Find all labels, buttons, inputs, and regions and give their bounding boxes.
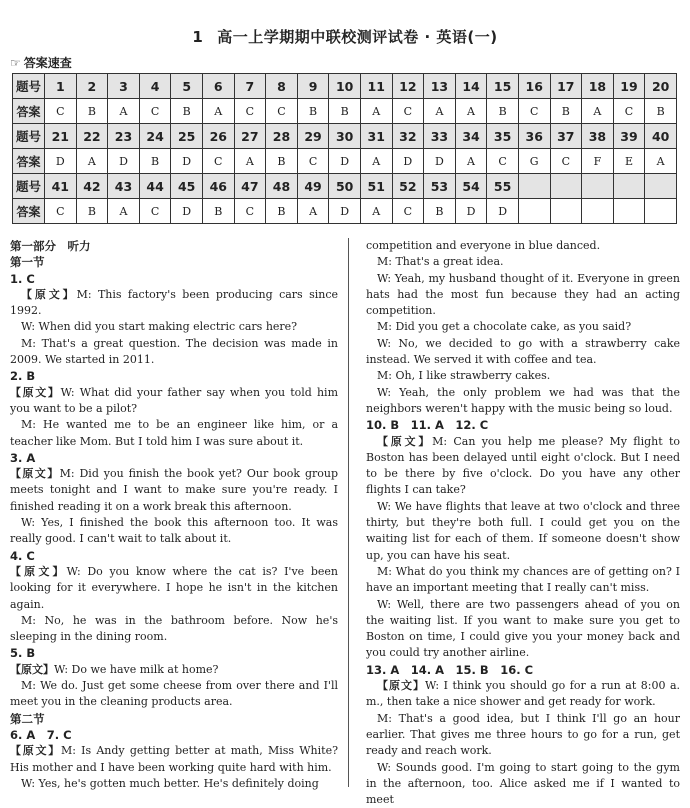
question-number-cell: 17 [550, 74, 582, 99]
question-number-cell: 1 [45, 74, 77, 99]
answer-cell: B [171, 99, 203, 124]
question-number-row [13, 174, 677, 199]
transcript-paragraph [10, 287, 338, 320]
question-answer-heading: 2. B [10, 368, 338, 384]
transcript-text: M: What do you think my chances are of getting on? I have an important meeting that I really can't miss. [366, 565, 680, 594]
answer-cell: D [171, 199, 203, 224]
answer-cell: D [329, 199, 361, 224]
question-number-cell: 20 [645, 74, 677, 99]
answer-cell: A [360, 199, 392, 224]
question-number-cell: 28 [266, 124, 298, 149]
transcript-text: W: Do you know where the cat is? I've been looking for it everywhere. I hope he isn't in the kitchen again. [10, 565, 338, 611]
transcript-text: W: No, we decided to go with a strawberry cake instead. We served it with coffee and tea. [366, 337, 680, 366]
section-heading: 第二节 [10, 711, 338, 727]
answer-row [13, 99, 677, 124]
answer-cell: C [297, 149, 329, 174]
question-number-cell: 4 [139, 74, 171, 99]
question-number-cell: 29 [297, 124, 329, 149]
answer-cell: B [297, 99, 329, 124]
transcript-tag: 【原文】 [21, 288, 77, 301]
answer-cell: A [360, 99, 392, 124]
answer-cell: D [424, 149, 456, 174]
question-number-cell: 53 [424, 174, 456, 199]
answer-cell: C [613, 99, 645, 124]
question-number-cell: 37 [550, 124, 582, 149]
question-number-header: 题号 [13, 174, 45, 199]
transcript-paragraph [366, 368, 680, 384]
transcript-text: W: Sounds good. I'm going to start going to the gym in the afternoon, too. Alice asked me if I wanted to meet [366, 761, 680, 807]
question-number-cell: 44 [139, 174, 171, 199]
answer-cell [582, 199, 614, 224]
transcript-paragraph [10, 662, 338, 678]
transcript-paragraph [366, 597, 680, 662]
answer-cell: A [582, 99, 614, 124]
question-number-cell: 8 [266, 74, 298, 99]
transcript-paragraph [10, 743, 338, 776]
question-number-cell: 41 [45, 174, 77, 199]
transcript-tag: 【原文】 [10, 386, 61, 399]
question-number-cell: 40 [645, 124, 677, 149]
transcript-paragraph [366, 711, 680, 760]
question-number-cell: 23 [108, 124, 140, 149]
transcript-paragraph [10, 776, 338, 792]
transcript-paragraph [10, 678, 338, 711]
answer-cell: C [234, 99, 266, 124]
answer-cell: A [360, 149, 392, 174]
question-answer-heading: 13. A 14. A 15. B 16. C [366, 662, 680, 678]
question-number-cell: 46 [202, 174, 234, 199]
section-heading: 第一部分 听力 [10, 238, 338, 254]
transcript-text: M: We do. Just get some cheese from over there and I'll meet you in the cleaning products area. [10, 679, 338, 708]
question-number-cell: 47 [234, 174, 266, 199]
answer-cell: B [266, 149, 298, 174]
question-number-cell: 24 [139, 124, 171, 149]
transcript-paragraph [366, 499, 680, 564]
question-answer-heading: 3. A [10, 450, 338, 466]
answer-cell: D [455, 199, 487, 224]
answer-header: 答案 [13, 99, 45, 124]
answer-cell: B [139, 149, 171, 174]
question-number-header: 题号 [13, 124, 45, 149]
question-number-cell: 49 [297, 174, 329, 199]
answer-cell: F [582, 149, 614, 174]
answer-cell: D [329, 149, 361, 174]
answer-cell [550, 199, 582, 224]
question-number-cell: 36 [518, 124, 550, 149]
answer-cell: B [76, 199, 108, 224]
transcript-paragraph [366, 254, 680, 270]
transcript-paragraph [366, 336, 680, 369]
answer-cell: B [76, 99, 108, 124]
answer-header: 答案 [13, 149, 45, 174]
transcript-paragraph [366, 238, 680, 254]
question-number-cell: 15 [487, 74, 519, 99]
transcript-text: W: Do we have milk at home? [54, 663, 218, 676]
question-number-cell: 18 [582, 74, 614, 99]
transcript-text: W: Yes, he's gotten much better. He's definitely doing [21, 777, 319, 790]
answer-cell: A [108, 99, 140, 124]
page-number: 1 [192, 28, 203, 46]
answer-cell: B [487, 99, 519, 124]
question-number-cell: 50 [329, 174, 361, 199]
question-number-cell: 31 [360, 124, 392, 149]
question-answer-heading: 6. A 7. C [10, 727, 338, 743]
answer-cell: B [645, 99, 677, 124]
transcript-paragraph [366, 271, 680, 320]
transcript-text: M: He wanted me to be an engineer like him, or a teacher like Mom. But I told him I was sure about it. [10, 418, 338, 447]
question-number-header: 题号 [13, 74, 45, 99]
transcript-tag: 【原文】 [10, 467, 60, 480]
question-number-cell: 14 [455, 74, 487, 99]
transcript-tag: 【原文】 [377, 435, 432, 448]
answer-cell: D [392, 149, 424, 174]
transcript-paragraph [10, 466, 338, 515]
question-number-cell [550, 174, 582, 199]
answer-cell: A [455, 149, 487, 174]
transcript-text: M: This factory's been producing cars since 1992. [10, 288, 338, 317]
question-number-cell: 12 [392, 74, 424, 99]
answer-cell: D [171, 149, 203, 174]
answer-cell: C [487, 149, 519, 174]
answer-table [12, 73, 677, 224]
answer-cell: C [392, 99, 424, 124]
transcript-text: W: Yeah, the only problem we had was that the neighbors weren't happy with the music being so loud. [366, 386, 680, 415]
transcript-text: M: Can you help me please? My flight to Boston has been delayed until eight o'clock. But I need to be there by five o'clock. Do you have any other flights I can take? [366, 435, 680, 497]
question-answer-heading: 1. C [10, 271, 338, 287]
answer-cell: B [202, 199, 234, 224]
answer-row [13, 149, 677, 174]
answer-cell [613, 199, 645, 224]
transcript-paragraph [10, 613, 338, 646]
answer-cell: C [550, 149, 582, 174]
question-number-cell: 55 [487, 174, 519, 199]
question-number-cell: 35 [487, 124, 519, 149]
page-title [0, 26, 690, 47]
right-column [366, 238, 680, 808]
question-number-cell: 3 [108, 74, 140, 99]
transcript-tag: 【原文】 [10, 744, 61, 757]
question-number-cell: 54 [455, 174, 487, 199]
answer-cell: D [487, 199, 519, 224]
answer-cell: C [202, 149, 234, 174]
question-number-cell: 39 [613, 124, 645, 149]
question-answer-heading: 10. B 11. A 12. C [366, 417, 680, 433]
answer-cell: A [645, 149, 677, 174]
answer-cell: A [424, 99, 456, 124]
transcript-text: W: Well, there are two passengers ahead of you on the waiting list. If you want to make sure you get to Boston on time, I could give you your money back and you could try another airline. [366, 598, 680, 660]
answer-cell: C [45, 99, 77, 124]
question-number-cell: 48 [266, 174, 298, 199]
transcript-paragraph [366, 678, 680, 711]
question-number-cell: 13 [424, 74, 456, 99]
question-number-cell: 19 [613, 74, 645, 99]
answer-cell: A [455, 99, 487, 124]
answer-cell: A [202, 99, 234, 124]
answer-cell: B [329, 99, 361, 124]
question-number-cell [645, 174, 677, 199]
question-number-cell: 7 [234, 74, 266, 99]
question-number-cell: 2 [76, 74, 108, 99]
transcript-text: M: Is Andy getting better at math, Miss White? His mother and I have been working quite hard with him. [10, 744, 338, 773]
transcript-paragraph [10, 319, 338, 335]
transcript-paragraph [10, 515, 338, 548]
transcript-text: W: Yeah, my husband thought of it. Everyone in green hats had the most fun because they had an acting competition. [366, 272, 680, 318]
question-number-cell: 38 [582, 124, 614, 149]
question-number-cell: 42 [76, 174, 108, 199]
answer-cell: A [76, 149, 108, 174]
transcript-paragraph [366, 434, 680, 499]
question-number-cell: 9 [297, 74, 329, 99]
transcript-tag: 【原文】 [377, 679, 425, 692]
answer-cell: C [518, 99, 550, 124]
quick-answer-label [10, 54, 72, 71]
question-number-cell [582, 174, 614, 199]
answer-row [13, 199, 677, 224]
question-number-cell [518, 174, 550, 199]
transcript-text: W: When did you start making electric cars here? [21, 320, 297, 333]
question-number-cell: 27 [234, 124, 266, 149]
transcript-paragraph [10, 417, 338, 450]
question-number-cell: 43 [108, 174, 140, 199]
answer-cell: E [613, 149, 645, 174]
answer-cell: C [139, 99, 171, 124]
answer-cell [518, 199, 550, 224]
transcript-paragraph [366, 760, 680, 808]
question-number-cell [613, 174, 645, 199]
transcript-text: W: Yes, I finished the book this afternoon too. It was really good. I can't wait to talk about it. [10, 516, 338, 545]
transcript-paragraph [366, 564, 680, 597]
answer-cell: C [266, 99, 298, 124]
transcript-paragraph [366, 319, 680, 335]
answer-header: 答案 [13, 199, 45, 224]
question-number-cell: 51 [360, 174, 392, 199]
answer-cell: A [297, 199, 329, 224]
question-number-cell: 5 [171, 74, 203, 99]
question-number-cell: 25 [171, 124, 203, 149]
transcript-text: M: That's a great question. The decision was made in 2009. We started in 2011. [10, 337, 338, 366]
answer-cell: A [234, 149, 266, 174]
question-number-cell: 11 [360, 74, 392, 99]
question-answer-heading: 5. B [10, 645, 338, 661]
question-number-cell: 30 [329, 124, 361, 149]
transcript-paragraph [10, 564, 338, 613]
answer-cell: D [45, 149, 77, 174]
transcript-text: M: Did you finish the book yet? Our book group meets tonight and I want to make sure you're ready. I finished reading it on a work break this afternoon. [10, 467, 338, 513]
answer-cell: C [139, 199, 171, 224]
section-heading: 第一节 [10, 254, 338, 270]
question-number-cell: 33 [424, 124, 456, 149]
transcript-paragraph [366, 385, 680, 418]
answer-cell: D [108, 149, 140, 174]
transcript-text: M: Oh, I like strawberry cakes. [377, 369, 550, 382]
answer-cell: B [266, 199, 298, 224]
page-title-text: 高一上学期期中联校测评试卷 · 英语(一) [217, 28, 497, 46]
pointing-hand-icon: ☞ [10, 56, 21, 70]
question-number-cell: 52 [392, 174, 424, 199]
transcript-paragraph [10, 385, 338, 418]
answer-cell [645, 199, 677, 224]
transcript-text: W: We have flights that leave at two o'clock and three thirty, but they're both full. I could get you on the waiting list for each of them. If someone doesn't show up, you can have his seat. [366, 500, 680, 562]
question-number-cell: 22 [76, 124, 108, 149]
question-number-cell: 16 [518, 74, 550, 99]
question-number-cell: 26 [202, 124, 234, 149]
transcript-tag: 【原文】 [10, 663, 54, 676]
transcript-text: M: Did you get a chocolate cake, as you said? [377, 320, 631, 333]
quick-answer-text: 答案速查 [24, 56, 72, 70]
transcript-text: W: I think you should go for a run at 8:00 a. m., then take a nice shower and get ready for work. [366, 679, 680, 708]
question-number-cell: 45 [171, 174, 203, 199]
question-number-row [13, 124, 677, 149]
left-column [10, 238, 338, 792]
transcript-text: M: That's a great idea. [377, 255, 504, 268]
answer-cell: B [550, 99, 582, 124]
transcript-tag: 【原文】 [10, 565, 67, 578]
answer-cell: C [392, 199, 424, 224]
transcript-text: M: That's a good idea, but I think I'll go an hour earlier. That gives me three hours to go for a run, get ready and reach work. [366, 712, 680, 758]
transcript-text: competition and everyone in blue danced. [366, 239, 600, 252]
question-number-cell: 34 [455, 124, 487, 149]
question-answer-heading: 4. C [10, 548, 338, 564]
question-number-cell: 32 [392, 124, 424, 149]
answer-cell: C [45, 199, 77, 224]
question-number-cell: 6 [202, 74, 234, 99]
question-number-cell: 21 [45, 124, 77, 149]
question-number-row [13, 74, 677, 99]
answer-cell: C [234, 199, 266, 224]
transcript-text: W: What did your father say when you told him you want to be a pilot? [10, 386, 338, 415]
answer-cell: B [424, 199, 456, 224]
transcript-paragraph [10, 336, 338, 369]
column-divider [348, 238, 349, 787]
question-number-cell: 10 [329, 74, 361, 99]
answer-cell: G [518, 149, 550, 174]
transcript-text: M: No, he was in the bathroom before. Now he's sleeping in the dining room. [10, 614, 338, 643]
answer-cell: A [108, 199, 140, 224]
